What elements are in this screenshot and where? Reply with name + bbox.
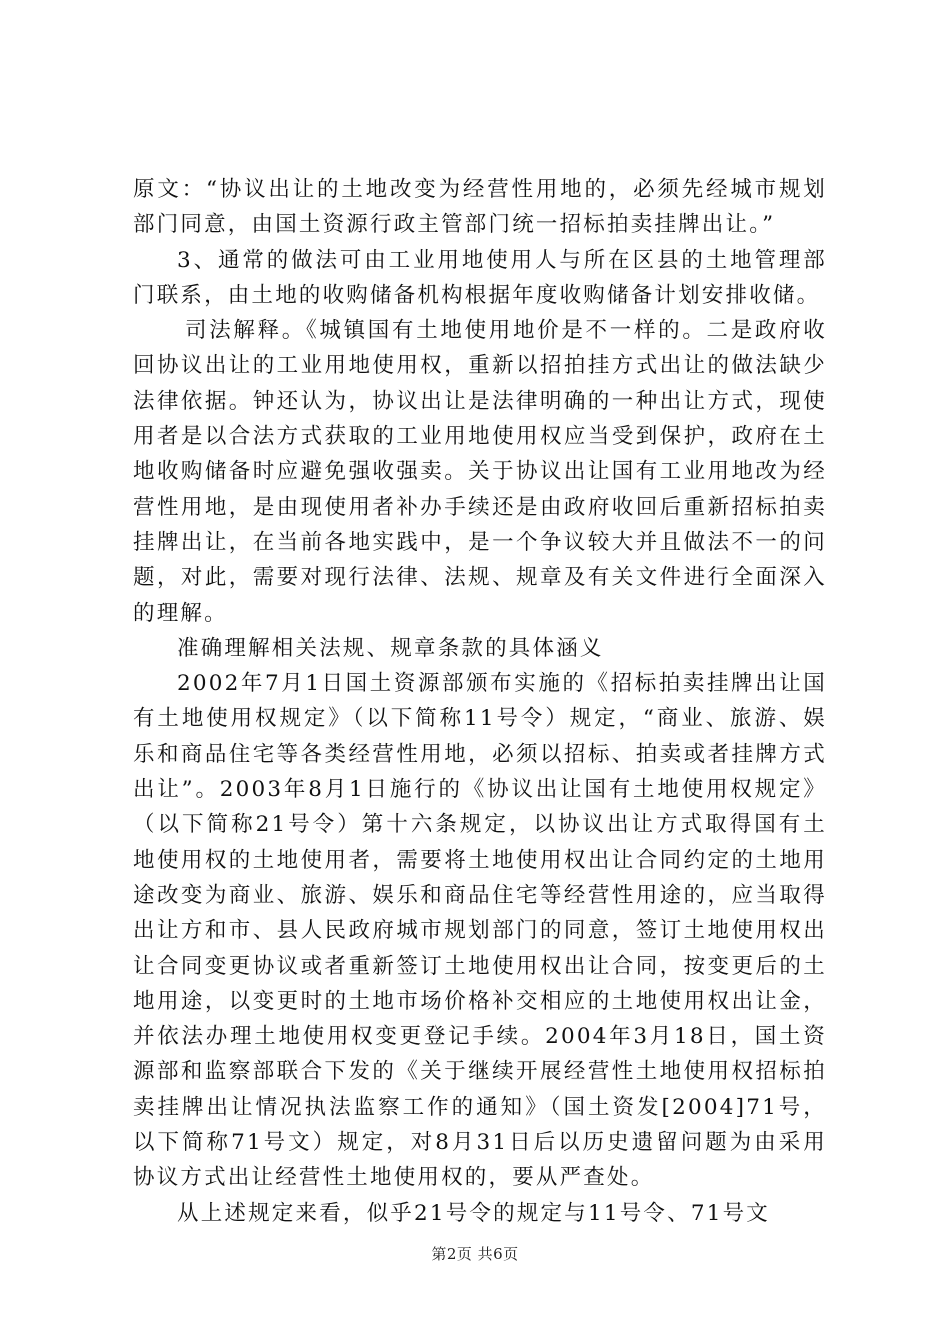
paragraph-regulations: 2002年7月1日国土资源部颁布实施的《招标拍卖挂牌出让国有土地使用权规定》（以下简称11号令）规定，“商业、旅游、娱乐和商品住宅等各类经营性用地，必须以招标、拍卖或者挂牌方式出让”。2003年8月1日施行的《协议出让国有土地使用权规定》（以下简称21号令）第十六条规定，以协议出让方式取得国有土地使用权的土地使用者，需要将土地使用权出让合同约定的土地用途改变为商业、旅游、娱乐和商品住宅等经营性用途的，应当取得出让方和市、县人民政府城市规划部门的同意，签订土地使用权出让合同变更协议或者重新签订土地使用权出让合同，按变更后的土地用途，以变更时的土地市场价格补交相应的土地使用权出让金，并依法办理土地使用权变更登记手续。2004年3月18日，国土资源部和监察部联合下发的《关于继续开展经营性土地使用权招标拍卖挂牌出让情况执法监察工作的通知》（国土资发[2004]71号，以下简称71号文）规定，对8月31日后以历史遗留问题为由采用协议方式出让经营性土地使用权的，要从严查处。 [133, 671, 827, 1191]
page-number-footer: 第2页 共6页 [431, 1245, 519, 1263]
document-body [133, 172, 827, 1231]
paragraph-conclusion: 从上述规定来看，似乎21号令的规定与11号令、71号文 [177, 1200, 770, 1226]
paragraph-point-3: 3、通常的做法可由工业用地使用人与所在区县的土地管理部门联系，由土地的收购储备机构根据年度收购储备计划安排收储。 [133, 247, 827, 308]
paragraph-judicial-interpretation: 司法解释。《城镇国有土地使用地价是不一样的。二是政府收回协议出让的工业用地使用权，重新以招拍挂方式出让的做法缺少法律依据。钟还认为，协议出让是法律明确的一种出让方式，现使用者是以合法方式获取的工业用地使用权应当受到保护，政府在土地收购储备时应避免强收强卖。关于协议出让国有工业用地改为经营性用地，是由现使用者补办手续还是由政府收回后重新招标拍卖挂牌出让，在当前各地实践中，是一个争议较大并且做法不一的问题，对此，需要对现行法律、法规、规章及有关文件进行全面深入的理解。 [133, 318, 827, 626]
section-heading: 准确理解相关法规、规章条款的具体涵义 [177, 635, 604, 661]
paragraph-original-text: 原文：“协议出让的土地改变为经营性用地的，必须先经城市规划部门同意，由国土资源行政主管部门统一招标拍卖挂牌出让。” [133, 177, 827, 238]
